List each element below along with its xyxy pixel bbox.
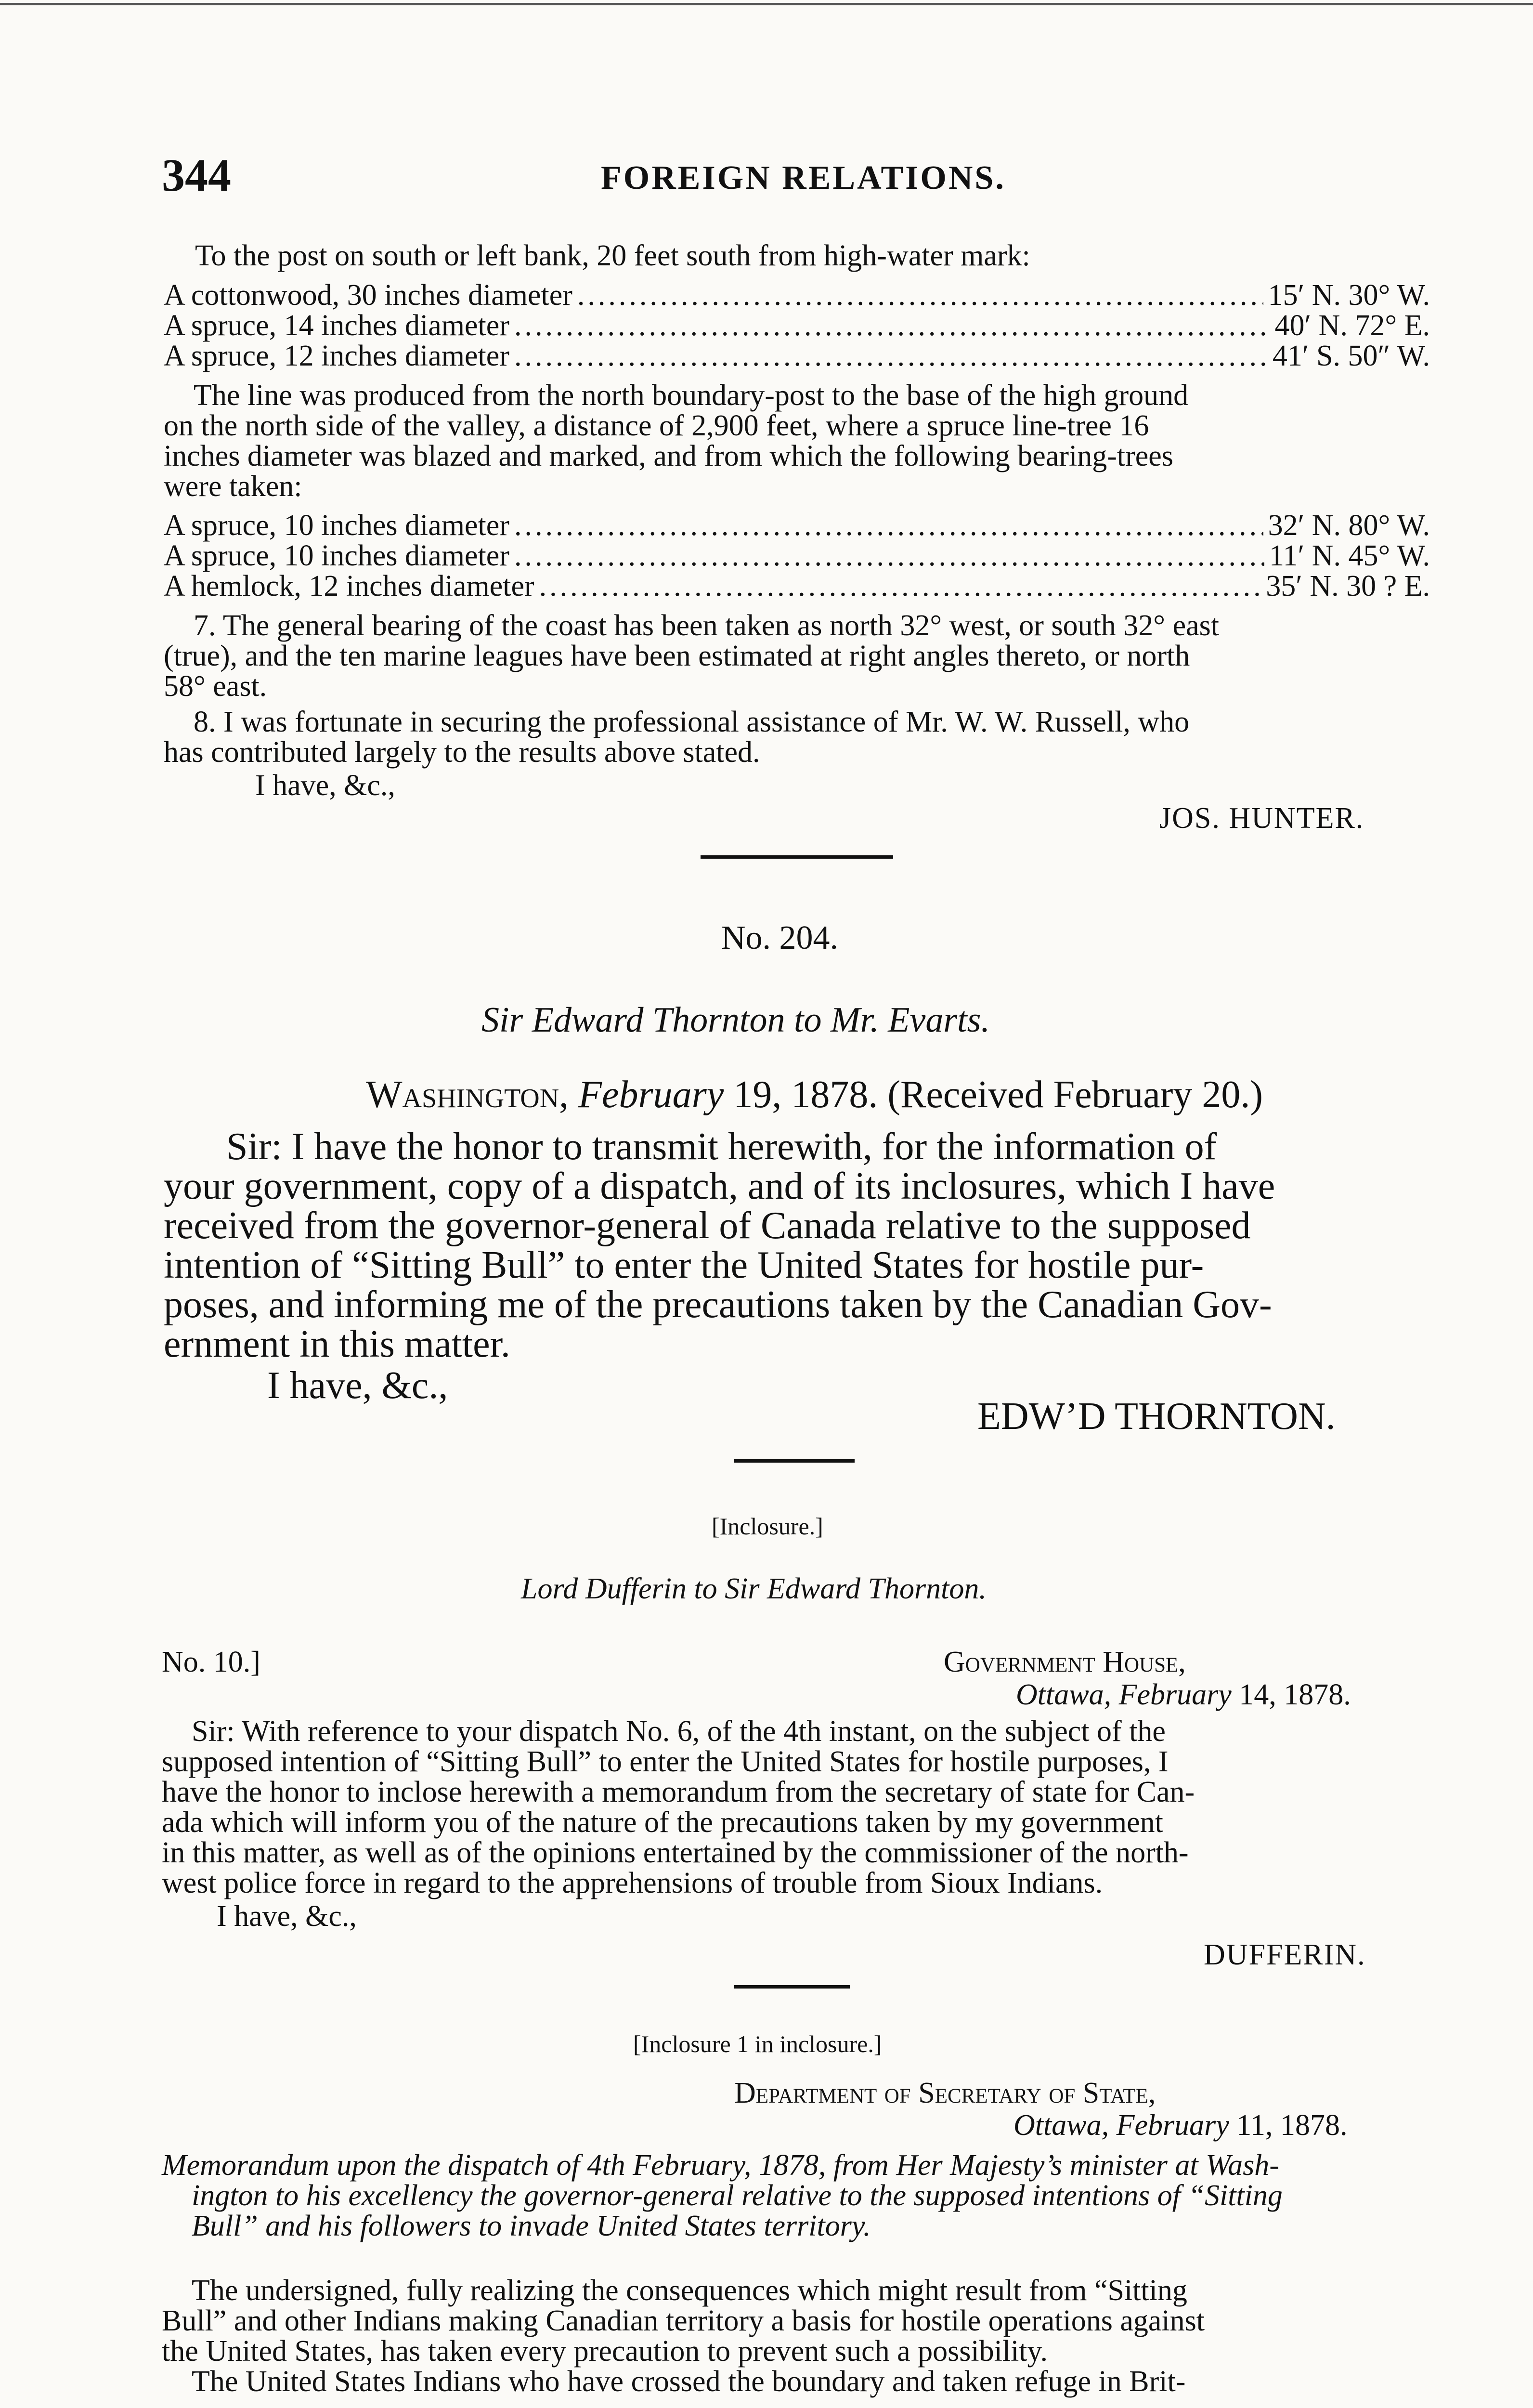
text-line: 8. I was fortunate in securing the professional assistance of Mr. W. W. Russell, who xyxy=(194,706,1190,738)
section-divider xyxy=(734,1985,850,1989)
text-line: 7. The general bearing of the coast has been taken as north 32° west, or south 32° east xyxy=(194,609,1219,642)
bearing-row xyxy=(164,280,1430,311)
text-line: 58° east. xyxy=(164,670,267,703)
bearing-tree: A spruce, 12 inches diameter xyxy=(164,340,509,372)
text-line: ington to his excellency the governor-general relative to the supposed intentions of “Sitting xyxy=(192,2179,1283,2212)
memorandum-heading xyxy=(162,2150,1283,2241)
inclosure1-label: [Inclosure 1 in inclosure.] xyxy=(633,2030,882,2057)
text-line: your government, copy of a dispatch, and of its inclosures, which I have xyxy=(164,1165,1275,1207)
bearing-value: 32′ N. 80° W. xyxy=(1268,509,1430,542)
closing-hunter: I have, &c., xyxy=(255,769,395,802)
bearing-value: 41′ S. 50″ W. xyxy=(1272,340,1430,372)
text-line: Sir: With reference to your dispatch No. 6, of the 4th instant, on the subject of the xyxy=(192,1715,1166,1748)
line-paragraph xyxy=(164,380,1188,502)
text-line: were taken: xyxy=(164,470,302,503)
text-line: the United States, has taken every precaution to prevent such a possibility. xyxy=(162,2335,1048,2368)
inclosure1-date xyxy=(1013,2110,1347,2141)
inclosure-number: No. 10.] xyxy=(162,1646,260,1678)
bearing-tree: A spruce, 14 inches diameter xyxy=(164,309,509,342)
department-heading: Department of Secretary of State, xyxy=(734,2077,1156,2109)
bearing-tree: A hemlock, 12 inches diameter xyxy=(164,570,534,602)
section-divider xyxy=(701,855,893,859)
inclosure-label: [Inclosure.] xyxy=(712,1513,823,1540)
bearing-value: 11′ N. 45° W. xyxy=(1269,539,1430,572)
inclosure-date xyxy=(1016,1680,1351,1710)
inclosure-title: Lord Dufferin to Sir Edward Thornton. xyxy=(521,1572,987,1605)
letter-body xyxy=(164,1127,1275,1364)
text-line: intention of “Sitting Bull” to enter the United States for hostile pur- xyxy=(164,1244,1204,1286)
text-line: (true), and the ten marine leagues have been estimated at right angles thereto, or north xyxy=(164,640,1190,672)
top-border-rule xyxy=(0,3,1533,5)
text-line: The undersigned, fully realizing the consequences which might result from “Sitting xyxy=(192,2274,1187,2307)
text-line: has contributed largely to the results above stated. xyxy=(164,736,760,769)
date-rest: 14, 1878. xyxy=(1239,1678,1351,1711)
inclosure-body xyxy=(162,1716,1195,1898)
post-south-intro: To the post on south or left bank, 20 feet south from high-water mark: xyxy=(195,239,1030,272)
document-number: No. 204. xyxy=(721,919,839,956)
date-month: February xyxy=(1116,2109,1229,2142)
text-line: The United States Indians who have crossed the boundary and taken refuge in Brit- xyxy=(192,2365,1186,2398)
text-line: in this matter, as well as of the opinions entertained by the commissioner of the north- xyxy=(162,1836,1189,1869)
bearing-value: 15′ N. 30° W. xyxy=(1268,279,1430,312)
running-head: FOREIGN RELATIONS. xyxy=(601,159,1006,196)
text-line: on the north side of the valley, a distance of 2,900 feet, where a spruce line-tree 16 xyxy=(164,409,1149,442)
signature-hunter: JOS. HUNTER. xyxy=(1159,802,1364,835)
bearing-tree: A spruce, 10 inches diameter xyxy=(164,509,509,542)
dateline-month: February xyxy=(578,1073,724,1116)
text-line: inches diameter was blazed and marked, and from which the following bearing-trees xyxy=(164,440,1173,472)
document-title: Sir Edward Thornton to Mr. Evarts. xyxy=(481,1000,990,1040)
bearing-value: 35′ N. 30 ? E. xyxy=(1266,570,1430,602)
bearing-row xyxy=(164,341,1430,371)
signature-dufferin: DUFFERIN. xyxy=(1204,1938,1366,1971)
bearing-list-2 xyxy=(164,510,1430,602)
text-line: poses, and informing me of the precautions taken by the Canadian Gov- xyxy=(164,1283,1272,1326)
bearing-value: 40′ N. 72° E. xyxy=(1274,309,1430,342)
text-line: Bull” and his followers to invade United States territory. xyxy=(192,2210,871,2242)
date-rest: 11, 1878. xyxy=(1236,2109,1348,2142)
bearing-row xyxy=(164,541,1430,571)
inclosure-place: Government House, xyxy=(944,1646,1186,1678)
paragraph-7 xyxy=(164,611,1219,702)
bearing-tree: A spruce, 10 inches diameter xyxy=(164,539,509,572)
bearing-tree: A cottonwood, 30 inches diameter xyxy=(164,279,572,312)
dateline xyxy=(366,1075,1263,1114)
bearing-row xyxy=(164,510,1430,541)
bearing-list-1 xyxy=(164,280,1430,371)
text-line: ada which will inform you of the nature of the precautions taken by my government xyxy=(162,1806,1163,1839)
bearing-row xyxy=(164,571,1430,602)
dateline-place: Washington, xyxy=(366,1073,569,1116)
section-divider xyxy=(734,1459,855,1463)
text-line: west police force in regard to the apprehensions of trouble from Sioux Indians. xyxy=(162,1867,1103,1899)
signature-thornton: EDW’D THORNTON. xyxy=(977,1395,1336,1438)
memorandum-body xyxy=(162,2276,1205,2397)
page-number: 344 xyxy=(162,149,231,201)
bearing-row xyxy=(164,311,1430,341)
paragraph-8 xyxy=(164,707,1189,768)
text-line: ernment in this matter. xyxy=(164,1323,510,1365)
date-month: February xyxy=(1118,1678,1232,1711)
closing-dufferin: I have, &c., xyxy=(217,1900,357,1933)
text-line: supposed intention of “Sitting Bull” to enter the United States for hostile purposes, I xyxy=(162,1745,1169,1778)
text-line: Sir: I have the honor to transmit herewith, for the information of xyxy=(226,1125,1217,1168)
text-line: Memorandum upon the dispatch of 4th February, 1878, from Her Majesty’s minister at Wash- xyxy=(162,2149,1279,2182)
text-line: The line was produced from the north boundary-post to the base of the high ground xyxy=(194,379,1189,412)
text-line: have the honor to inclose herewith a memorandum from the secretary of state for Can- xyxy=(162,1776,1195,1808)
closing-thornton: I have, &c., xyxy=(267,1364,448,1407)
date-place: Ottawa, xyxy=(1013,2109,1109,2142)
text-line: Bull” and other Indians making Canadian territory a basis for hostile operations against xyxy=(162,2304,1205,2337)
dateline-rest: 19, 1878. (Received February 20.) xyxy=(733,1073,1263,1116)
text-line: received from the governor-general of Canada relative to the supposed xyxy=(164,1204,1251,1247)
date-place: Ottawa, xyxy=(1016,1678,1112,1711)
